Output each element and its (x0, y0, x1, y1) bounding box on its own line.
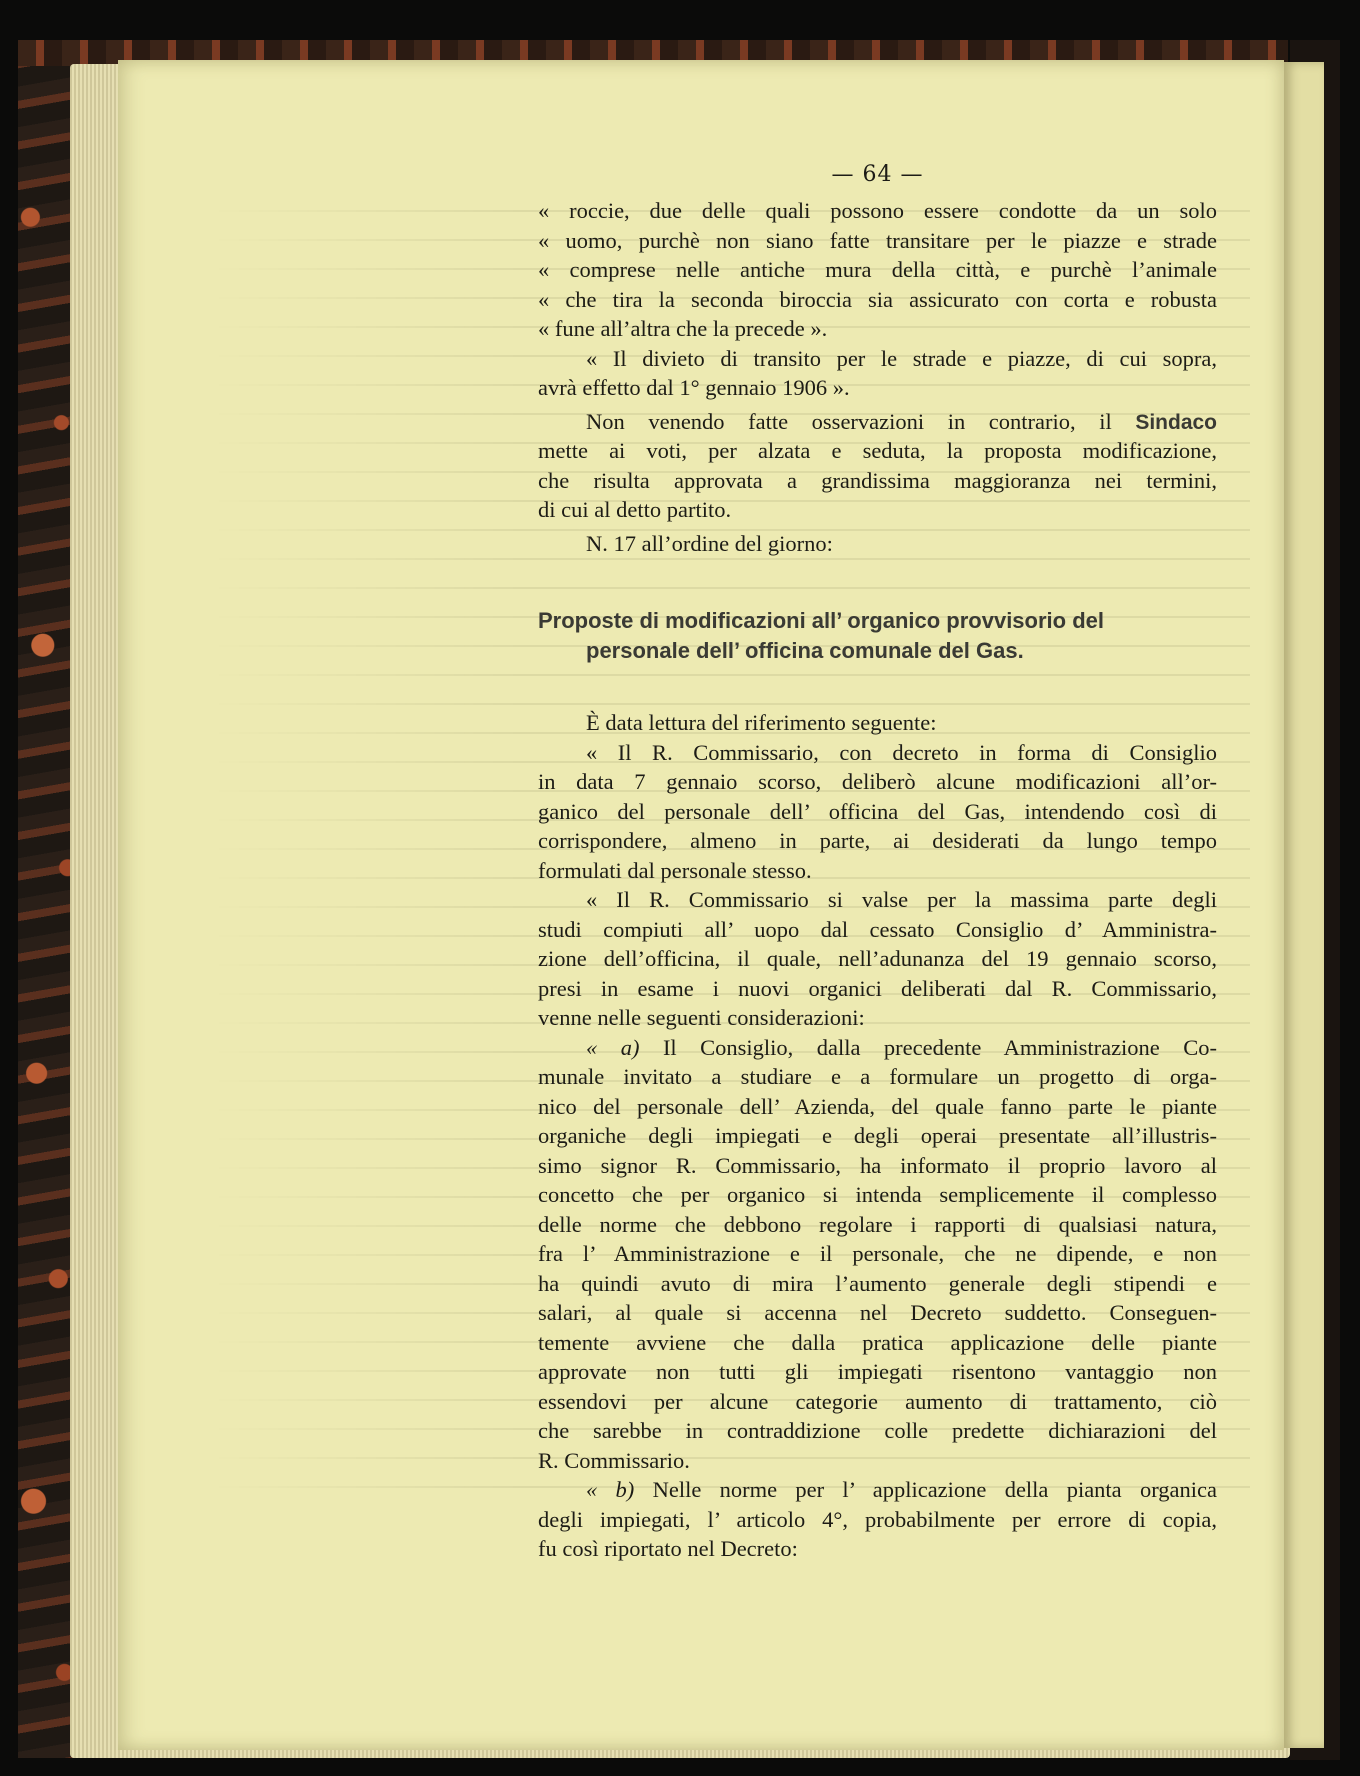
paragraph-line: « fune all’altra che la precede ». (538, 316, 828, 341)
paragraph-line: simo signor R. Commissario, ha informato il proprio lavoro al (538, 1152, 1217, 1178)
sindaco-paragraph (538, 407, 1217, 525)
paragraph-line (538, 407, 1217, 437)
body-paragraphs (538, 708, 1217, 1033)
paragraph-line: organiche degli impiegati e degli operai presentate all’illustris- (538, 1123, 1217, 1148)
paragraph-line: nico del personale dell’ Azienda, del quale fanno parte le piante (538, 1093, 1217, 1119)
line-text: Non venendo fatte osservazioni in contrario, il (586, 408, 1112, 434)
paragraphs-before-heading (538, 196, 1217, 403)
section-heading (538, 606, 1217, 666)
heading-line-1: Proposte di modificazioni all’ organico provvisorio del (538, 608, 1104, 633)
line-text: Il Consiglio, dalla precedente Amministrazione Co- (662, 1034, 1218, 1060)
paragraph-line: essendovi per alcune categorie aumento di trattamento, ciò (538, 1388, 1217, 1414)
line-text: Nelle norme per l’ applicazione della pianta organica (652, 1477, 1218, 1502)
paragraph-line: temente avviene che dalla pratica applicazione delle piante (538, 1329, 1217, 1355)
paragraph-line: studi compiuti all’ uopo dal cessato Consiglio d’ Amministra- (538, 916, 1217, 942)
heading-line-2: personale dell’ officina comunale del Gas. (586, 638, 1024, 663)
paragraph-line: delle norme che debbono regolare i rapporti di qualsiasi natura, (538, 1211, 1217, 1237)
paragraph-line: avrà effetto dal 1° gennaio 1906 ». (538, 375, 850, 400)
paragraph-line: corrispondere, almeno in parte, ai desiderati da lungo tempo (538, 828, 1217, 853)
paragraph-line: ha quindi avuto di mira l’aumento generale degli stipendi e (538, 1270, 1217, 1296)
page-number: — 64 — (831, 162, 924, 187)
paragraph-line: « comprese nelle antiche mura della città, e purchè l’animale (538, 257, 1217, 282)
paragraph-line: degli impiegati, l’ articolo 4°, probabilmente per errore di copia, (538, 1506, 1217, 1532)
paragraph-line: concetto che per organico si intenda semplicemente il complesso (538, 1182, 1217, 1207)
point-b-first-line (538, 1475, 1217, 1505)
paragraph-line: « Il divieto di transito per le strade e piazze, di cui sopra, (586, 345, 1217, 371)
paragraph-line: approvate non tutti gli impiegati risentono vantaggio non (538, 1359, 1217, 1384)
paragraph-line: « Il R. Commissario, con decreto in forma di Consiglio (586, 739, 1217, 765)
paragraph-line: fra l’ Amministrazione e il personale, che ne dipende, e non (538, 1241, 1217, 1266)
paragraph-line: salari, al quale si accenna nel Decreto suddetto. Conseguen- (538, 1300, 1217, 1325)
paragraph-line: munale invitato a studiare e a formulare un progetto di orga- (538, 1064, 1217, 1089)
point-a-marker: « a) (586, 1034, 640, 1060)
point-a-lines (538, 1062, 1217, 1475)
paragraph-line: mette ai voti, per alzata e seduta, la proposta modificazione, (538, 438, 1217, 463)
page-text (538, 158, 1217, 1564)
paragraph-line: zione dell’officina, il quale, nell’adunanza del 19 gennaio scorso, (538, 946, 1217, 971)
paragraph-line: presi in esame i nuovi organici deliberati dal R. Commissario, (538, 975, 1217, 1001)
paragraph-line: È data lettura del riferimento seguente: (586, 710, 937, 735)
next-page-edge (1284, 62, 1324, 1748)
paragraph-line: che risulta approvata a grandissima maggioranza nei termini, (538, 467, 1217, 493)
paragraph-line: « roccie, due delle quali possono essere condotte da un solo (538, 198, 1217, 223)
paragraph-line: R. Commissario. (538, 1447, 690, 1473)
paragraph-line: che sarebbe in contraddizione colle predette dichiarazioni del (538, 1418, 1217, 1443)
paragraph-line: ganico del personale dell’ officina del Gas, intendendo così di (538, 798, 1217, 824)
order-of-day-line: N. 17 all’ordine del giorno: (586, 530, 833, 556)
point-b-marker: « b) (586, 1477, 635, 1502)
point-b-lines (538, 1505, 1217, 1564)
point-a-first-line (538, 1033, 1217, 1063)
paragraph-line: formulati dal personale stesso. (538, 857, 812, 883)
point-b (538, 1475, 1217, 1564)
paragraph-line: in data 7 gennaio scorso, deliberò alcune modificazioni all’or- (538, 769, 1217, 794)
paragraph-line: venne nelle seguenti considerazioni: (538, 1005, 865, 1030)
paragraph-line: « uomo, purchè non siano fatte transitare per le piazze e strade (538, 227, 1217, 253)
paragraph-line: « Il R. Commissario si valse per la massima parte degli (586, 887, 1217, 912)
paragraph-line: « che tira la seconda biroccia sia assicurato con corta e robusta (538, 286, 1217, 312)
paragraph-line: di cui al detto partito. (538, 497, 732, 522)
paragraph-line: fu così riportato nel Decreto: (538, 1536, 798, 1561)
sindaco-word: Sindaco (1135, 410, 1218, 434)
point-a (538, 1033, 1217, 1476)
